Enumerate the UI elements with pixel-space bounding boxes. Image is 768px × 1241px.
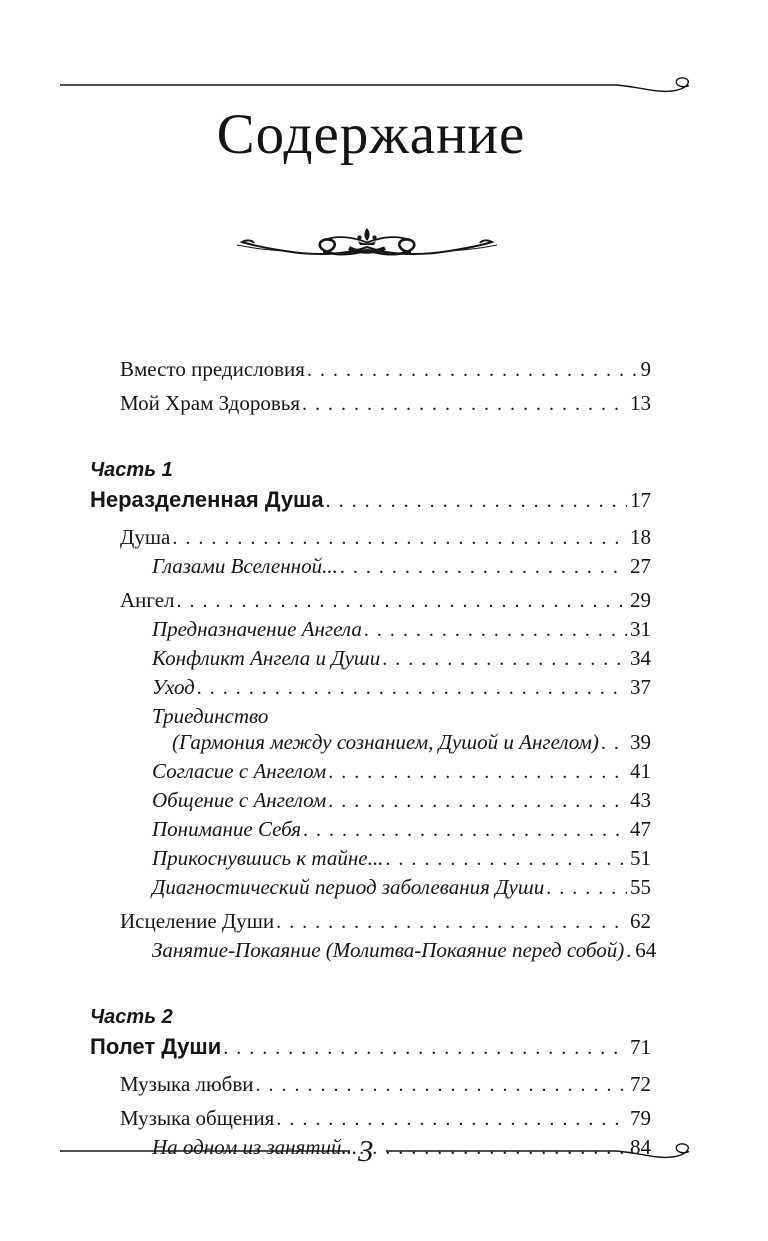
toc-entry-title: Полет Души bbox=[90, 1034, 222, 1059]
toc-entry bbox=[90, 874, 651, 901]
toc-entry-title: Триединство bbox=[152, 704, 269, 728]
toc-page-number: 51 bbox=[630, 846, 651, 870]
dot-leader-icon bbox=[274, 908, 627, 935]
toc-entry bbox=[90, 587, 651, 614]
toc-part-label: Часть 1 bbox=[90, 459, 173, 481]
dot-leader-icon bbox=[326, 758, 627, 785]
dot-leader-icon bbox=[300, 390, 627, 417]
top-rule-flourish-icon bbox=[60, 72, 692, 98]
toc-page-number: 34 bbox=[630, 646, 651, 670]
toc-part-title-row bbox=[90, 1033, 651, 1064]
dot-leader-icon bbox=[326, 787, 627, 814]
toc-page-number: 9 bbox=[640, 357, 651, 381]
toc-entry-title: Уход bbox=[152, 675, 195, 699]
dot-leader-icon bbox=[338, 553, 627, 580]
dot-leader-icon bbox=[221, 1034, 627, 1064]
toc-entry bbox=[90, 674, 651, 701]
dot-leader-icon bbox=[274, 1105, 627, 1132]
toc-entry-title: Ангел bbox=[120, 588, 175, 612]
toc-entry bbox=[90, 845, 651, 872]
toc-entry bbox=[90, 787, 651, 814]
dot-leader-icon bbox=[175, 587, 627, 614]
toc-entry-title: Музыка общения bbox=[120, 1106, 275, 1130]
toc-page-number: 62 bbox=[630, 909, 651, 933]
toc-entry-title: Вместо предисловия bbox=[120, 357, 305, 381]
toc-entry bbox=[90, 553, 651, 580]
toc-entry bbox=[90, 703, 651, 729]
toc-page-number: 29 bbox=[630, 588, 651, 612]
footer-page-number: 3 bbox=[358, 1136, 374, 1168]
toc-entry-title: Мой Храм Здоровья bbox=[120, 391, 300, 415]
toc-page-number: 47 bbox=[630, 817, 651, 841]
toc-page-number: 71 bbox=[630, 1035, 651, 1059]
dot-leader-icon bbox=[624, 937, 632, 964]
toc-entry bbox=[90, 524, 651, 551]
toc-page-number: 84 bbox=[630, 1135, 651, 1159]
toc-part bbox=[90, 1004, 651, 1064]
toc-entry-title: Диагностический период заболевания Души bbox=[152, 875, 545, 899]
toc-page-number: 79 bbox=[630, 1106, 651, 1130]
dot-leader-icon bbox=[170, 524, 627, 551]
toc-entry-title: (Гармония между сознанием, Душой и Ангелом) bbox=[172, 730, 599, 754]
dot-leader-icon bbox=[544, 874, 627, 901]
toc-page-number: 18 bbox=[630, 525, 651, 549]
toc-entry-title: Согласие с Ангелом bbox=[152, 759, 327, 783]
page-title: Содержание bbox=[216, 103, 526, 166]
toc-entry bbox=[90, 908, 651, 935]
dot-leader-icon bbox=[195, 674, 627, 701]
toc-entry bbox=[90, 1071, 651, 1098]
toc-entry-title: Неразделенная Душа bbox=[90, 487, 324, 512]
toc-entry-title: Прикоснувшись к тайне... bbox=[152, 846, 384, 870]
dot-leader-icon bbox=[362, 616, 627, 643]
toc-entry-title: Общение с Ангелом bbox=[152, 788, 327, 812]
dot-leader-icon bbox=[254, 1071, 627, 1098]
toc-part bbox=[90, 457, 651, 517]
toc-entry-title: Занятие-Покаяние (Молитва-Покаяние перед собой) bbox=[152, 938, 625, 962]
toc-entry bbox=[90, 937, 657, 964]
toc-entry bbox=[90, 616, 651, 643]
dot-leader-icon bbox=[380, 645, 627, 672]
toc-entry-title: Конфликт Ангела и Души bbox=[152, 646, 381, 670]
toc-page-number: 31 bbox=[630, 617, 651, 641]
dot-leader-icon bbox=[324, 487, 627, 517]
toc-entry-title: Глазами Вселенной... bbox=[152, 554, 338, 578]
toc-entry-title: Исцеление Души bbox=[120, 909, 275, 933]
toc-page-number: 43 bbox=[630, 788, 651, 812]
toc-page-number: 55 bbox=[630, 875, 651, 899]
dot-leader-icon bbox=[305, 356, 638, 383]
toc-entry bbox=[90, 356, 651, 383]
toc-entry bbox=[90, 1105, 651, 1132]
swirl-bud-divider-icon bbox=[237, 224, 497, 268]
toc-entry-title: Музыка любви bbox=[120, 1072, 254, 1096]
dot-leader-icon bbox=[301, 816, 627, 843]
toc-entry-two-line bbox=[90, 703, 651, 756]
toc-page-number: 27 bbox=[630, 554, 651, 578]
toc-page-number: 13 bbox=[630, 391, 651, 415]
dot-leader-icon bbox=[383, 845, 627, 872]
toc-entry bbox=[90, 816, 651, 843]
toc-entry-title: На одном из занятий... bbox=[152, 1135, 358, 1159]
toc-page-number: 17 bbox=[630, 488, 651, 512]
toc-page-number: 64 bbox=[635, 938, 657, 962]
toc-entry bbox=[90, 390, 651, 417]
bottom-rule-flourish-icon bbox=[60, 1136, 692, 1168]
toc-page-number: 41 bbox=[630, 759, 651, 783]
toc-page-number: 37 bbox=[630, 675, 651, 699]
toc-part-title-row bbox=[90, 486, 651, 517]
toc-entry bbox=[90, 645, 651, 672]
toc-part-label: Часть 2 bbox=[90, 1006, 173, 1028]
toc-entry-title: Душа bbox=[120, 525, 171, 549]
toc bbox=[90, 356, 657, 1161]
toc-entry bbox=[90, 729, 651, 756]
toc-entry-title: Предназначение Ангела bbox=[152, 617, 362, 641]
toc-page-number: 72 bbox=[630, 1072, 651, 1096]
toc-entry-title: Понимание Себя bbox=[152, 817, 301, 841]
dot-leader-icon bbox=[599, 729, 627, 756]
toc-page-number: 39 bbox=[630, 730, 651, 754]
toc-entry bbox=[90, 758, 651, 785]
